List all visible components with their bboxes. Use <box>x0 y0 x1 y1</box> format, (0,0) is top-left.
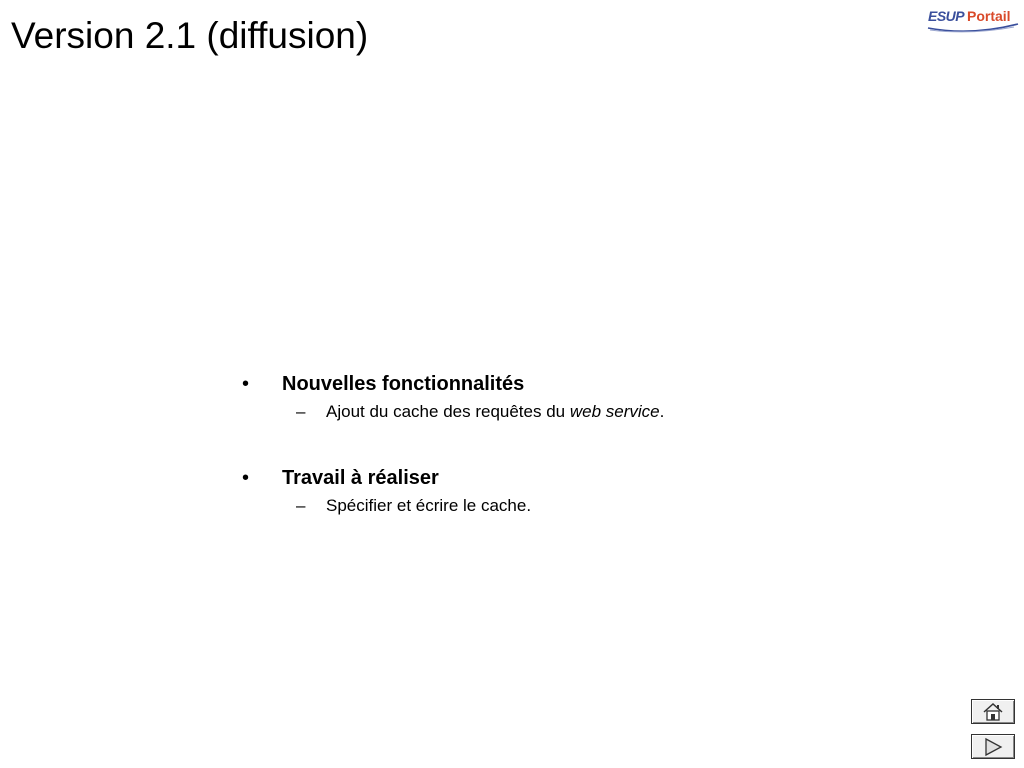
sub-bullet-text <box>326 398 664 426</box>
play-next-icon <box>982 737 1004 757</box>
bullet-heading: Nouvelles fonctionnalités <box>282 373 525 395</box>
sub-bullet-emphasis: web service <box>569 402 660 421</box>
sub-bullet-text: Spécifier et écrire le cache. <box>326 496 532 515</box>
sub-bullet-prefix: Ajout du cache des requêtes du <box>326 402 570 421</box>
dash-icon: – <box>296 402 306 421</box>
bullet-heading: Travail à réaliser <box>282 467 439 489</box>
logo-text-esup: ESUP <box>928 8 965 24</box>
logo-text-portail: Portail <box>967 8 1011 24</box>
list-item <box>240 464 800 520</box>
next-slide-button[interactable] <box>971 734 1015 759</box>
esup-portail-logo <box>926 4 1020 34</box>
home-button[interactable] <box>971 699 1015 724</box>
home-icon <box>982 702 1004 722</box>
sub-bullet-suffix: . <box>659 402 665 421</box>
bullet-icon: • <box>242 467 250 489</box>
dash-icon: – <box>296 496 306 515</box>
page-title: Version 2.1 (diffusion) <box>11 15 369 56</box>
list-item <box>240 370 800 426</box>
bullet-list <box>240 370 800 520</box>
bullet-icon: • <box>242 373 250 395</box>
